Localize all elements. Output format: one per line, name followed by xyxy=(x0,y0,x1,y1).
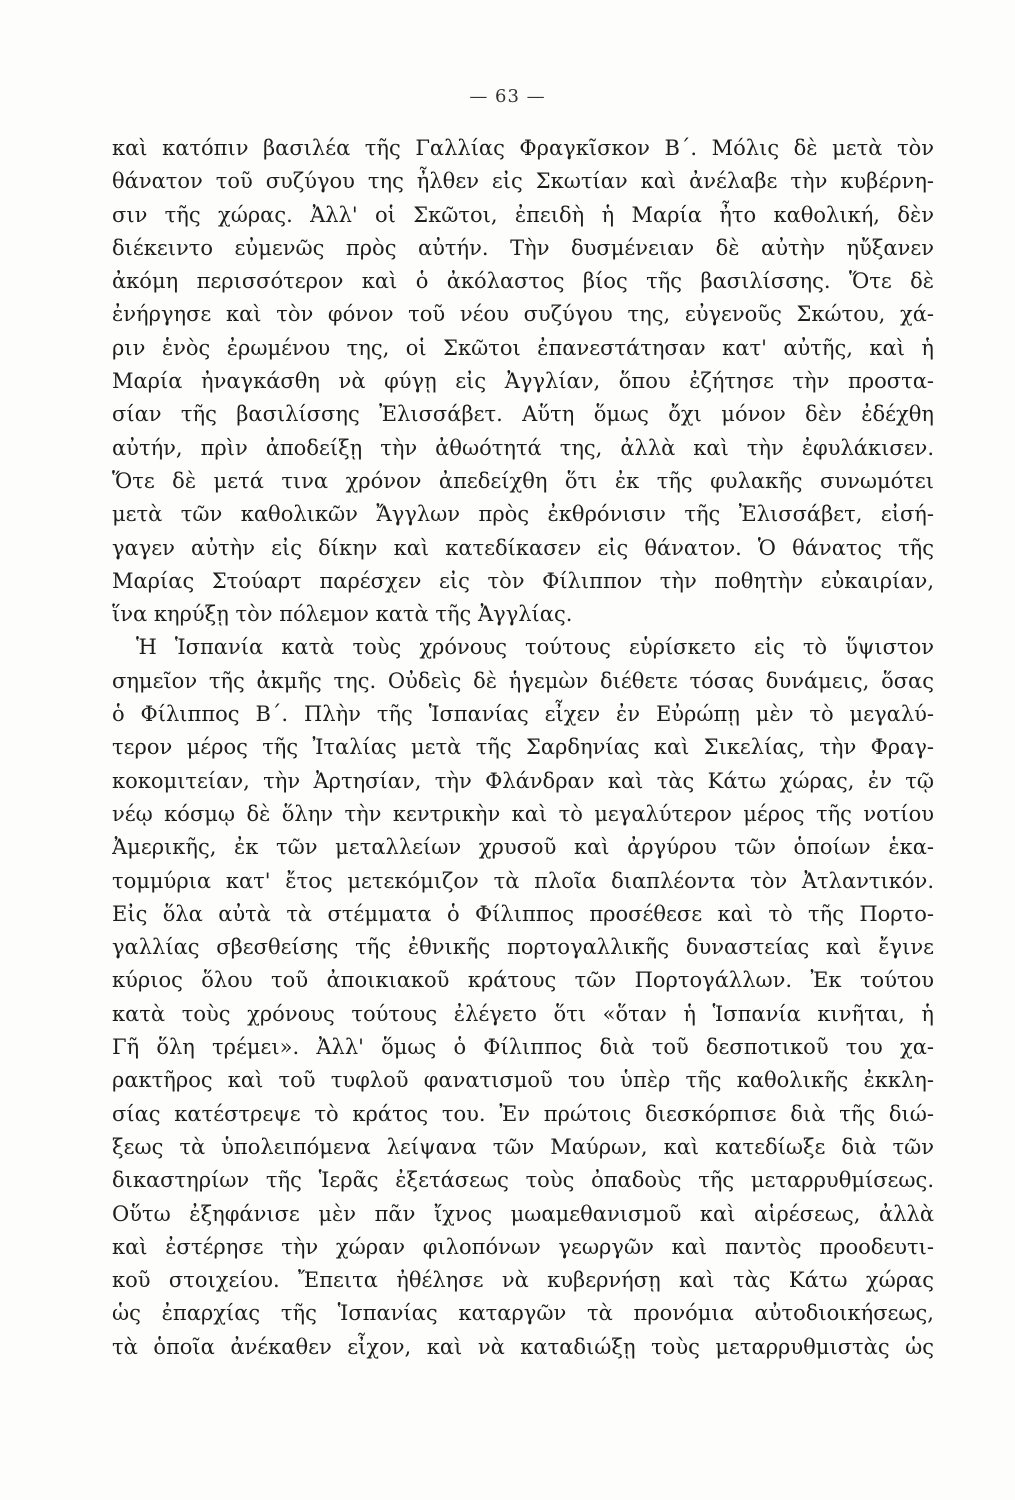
text-line: ὁ Φίλιππος Β΄. Πλὴν τῆς Ἱσπανίας εἶχεν ἐν Εὐρώπῃ μὲν τὸ μεγαλύ- xyxy=(112,702,934,727)
text-line: καὶ ἐστέρησε τὴν χώραν φιλοπόνων γεωργῶν καὶ παντὸς προοδευτι- xyxy=(112,1234,934,1259)
text-line: Εἰς ὅλα αὐτὰ τὰ στέμματα ὁ Φίλιππος προσέθεσε καὶ τὸ τῆς Πορτο- xyxy=(112,901,934,926)
text-line: Ὅτε δὲ μετά τινα χρόνον ἀπεδείχθη ὅτι ἐκ τῆς φυλακῆς συνωμότει xyxy=(112,468,934,493)
text-line: κοῦ στοιχείου. Ἔπειτα ἠθέλησε νὰ κυβερνήσῃ καὶ τὰς Κάτω χώρας xyxy=(112,1268,934,1293)
text-line: Ἡ Ἱσπανία κατὰ τοὺς χρόνους τούτους εὑρίσκετο εἰς τὸ ὕψιστον xyxy=(136,635,934,660)
text-line: Γῆ ὅλη τρέμει». Ἀλλ' ὅμως ὁ Φίλιππος διὰ τοῦ δεσποτικοῦ του χα- xyxy=(112,1035,934,1060)
text-line: γαγεν αὐτὴν εἰς δίκην καὶ κατεδίκασεν εἰς θάνατον. Ὁ θάνατος τῆς xyxy=(112,535,934,560)
text-line: Μαρίας Στούαρτ παρέσχεν εἰς τὸν Φίλιππον τὴν ποθητὴν εὐκαιρίαν, xyxy=(112,568,934,593)
text-line: σίαν τῆς βασιλίσσης Ἐλισσάβετ. Αὕτη ὅμως ὄχι μόνον δὲν ἐδέχθη xyxy=(112,402,934,427)
text-line: ὡς ἐπαρχίας τῆς Ἱσπανίας καταργῶν τὰ προνόμια αὐτοδιοικήσεως, xyxy=(112,1301,934,1326)
text-line: σίας κατέστρεψε τὸ κράτος του. Ἐν πρώτοις διεσκόρπισε διὰ τῆς διώ- xyxy=(112,1101,934,1126)
text-line: μετὰ τῶν καθολικῶν Ἄγγλων πρὸς ἐκθρόνισιν τῆς Ἐλισσάβετ, εἰσή- xyxy=(112,502,934,527)
text-line: δικαστηρίων τῆς Ἱερᾶς ἐξετάσεως τοὺς ὀπαδοὺς τῆς μεταρρυθμίσεως. xyxy=(112,1168,934,1193)
text-line: διέκειντο εὐμενῶς πρὸς αὐτήν. Τὴν δυσμένειαν δὲ αὐτὴν ηὔξανεν xyxy=(112,235,934,260)
text-line: ἵνα κηρύξῃ τὸν πόλεμον κατὰ τῆς Ἀγγλίας. xyxy=(112,602,573,627)
text-line: αὐτήν, πρὶν ἀποδείξῃ τὴν ἀθωότητά της, ἀλλὰ καὶ τὴν ἐφυλάκισεν. xyxy=(112,435,934,460)
text-line: κατὰ τοὺς χρόνους τούτους ἐλέγετο ὅτι «ὅταν ἡ Ἱσπανία κινῆται, ἡ xyxy=(112,1001,934,1026)
text-line: κύριος ὅλου τοῦ ἀποικιακοῦ κράτους τῶν Πορτογάλλων. Ἐκ τούτου xyxy=(112,968,934,993)
text-line: Οὕτω ἐξηφάνισε μὲν πᾶν ἴχνος μωαμεθανισμοῦ καὶ αἱρέσεως, ἀλλὰ xyxy=(112,1201,934,1226)
page-number: — 63 — xyxy=(469,86,546,107)
text-line: ἀκόμη περισσότερον καὶ ὁ ἀκόλαστος βίος τῆς βασιλίσσης. Ὅτε δὲ xyxy=(112,269,934,294)
text-line: τομμύρια κατ' ἔτος μετεκόμιζον τὰ πλοῖα διαπλέοντα τὸν Ἀτλαντικόν. xyxy=(112,868,934,893)
text-line: νέῳ κόσμῳ δὲ ὅλην τὴν κεντρικὴν καὶ τὸ μεγαλύτερον μέρος τῆς νοτίου xyxy=(112,801,934,826)
text-line: θάνατον τοῦ συζύγου της ἦλθεν εἰς Σκωτίαν καὶ ἀνέλαβε τὴν κυβέρνη- xyxy=(112,169,934,194)
text-line: τερον μέρος τῆς Ἰταλίας μετὰ τῆς Σαρδηνίας καὶ Σικελίας, τὴν Φραγ- xyxy=(112,735,934,760)
text-line: Ἀμερικῆς, ἐκ τῶν μεταλλείων χρυσοῦ καὶ ἀργύρου τῶν ὁποίων ἑκα- xyxy=(112,835,934,860)
text-line: ριν ἑνὸς ἐρωμένου της, οἱ Σκῶτοι ἐπανεστάτησαν κατ' αὐτῆς, καὶ ἡ xyxy=(112,335,934,360)
text-line: καὶ κατόπιν βασιλέα τῆς Γαλλίας Φραγκῖσκον Β΄. Μόλις δὲ μετὰ τὸν xyxy=(112,136,934,160)
text-line: σημεῖον τῆς ἀκμῆς της. Οὐδεὶς δὲ ἡγεμὼν διέθετε τόσας δυνάμεις, ὅσας xyxy=(112,668,934,693)
text-line: ρακτῆρος καὶ τοῦ τυφλοῦ φανατισμοῦ του ὑπὲρ τῆς καθολικῆς ἐκκλη- xyxy=(112,1068,934,1093)
text-line: γαλλίας σβεσθείσης τῆς ἐθνικῆς πορτογαλλικῆς δυναστείας καὶ ἔγινε xyxy=(112,935,934,960)
text-line: κοκομιτείαν, τὴν Ἀρτησίαν, τὴν Φλάνδραν καὶ τὰς Κάτω χώρας, ἐν τῷ xyxy=(112,768,934,793)
text-line: Μαρία ἠναγκάσθη νὰ φύγῃ εἰς Ἀγγλίαν, ὅπου ἐζήτησε τὴν προστα- xyxy=(112,369,934,394)
text-line: τὰ ὁποῖα ἀνέκαθεν εἶχον, καὶ νὰ καταδιώξῃ τοὺς μεταρρυθμιστὰς ὡς xyxy=(112,1334,934,1359)
body-text xyxy=(112,132,934,1364)
text-line: σιν τῆς χώρας. Ἀλλ' οἱ Σκῶτοι, ἐπειδὴ ἡ Μαρία ἦτο καθολική, δὲν xyxy=(112,202,934,227)
text-line: ἐνήργησε καὶ τὸν φόνον τοῦ νέου συζύγου της, εὐγενοῦς Σκώτου, χά- xyxy=(112,302,934,327)
text-line: ξεως τὰ ὑπολειπόμενα λείψανα τῶν Μαύρων, καὶ κατεδίωξε διὰ τῶν xyxy=(112,1134,934,1159)
